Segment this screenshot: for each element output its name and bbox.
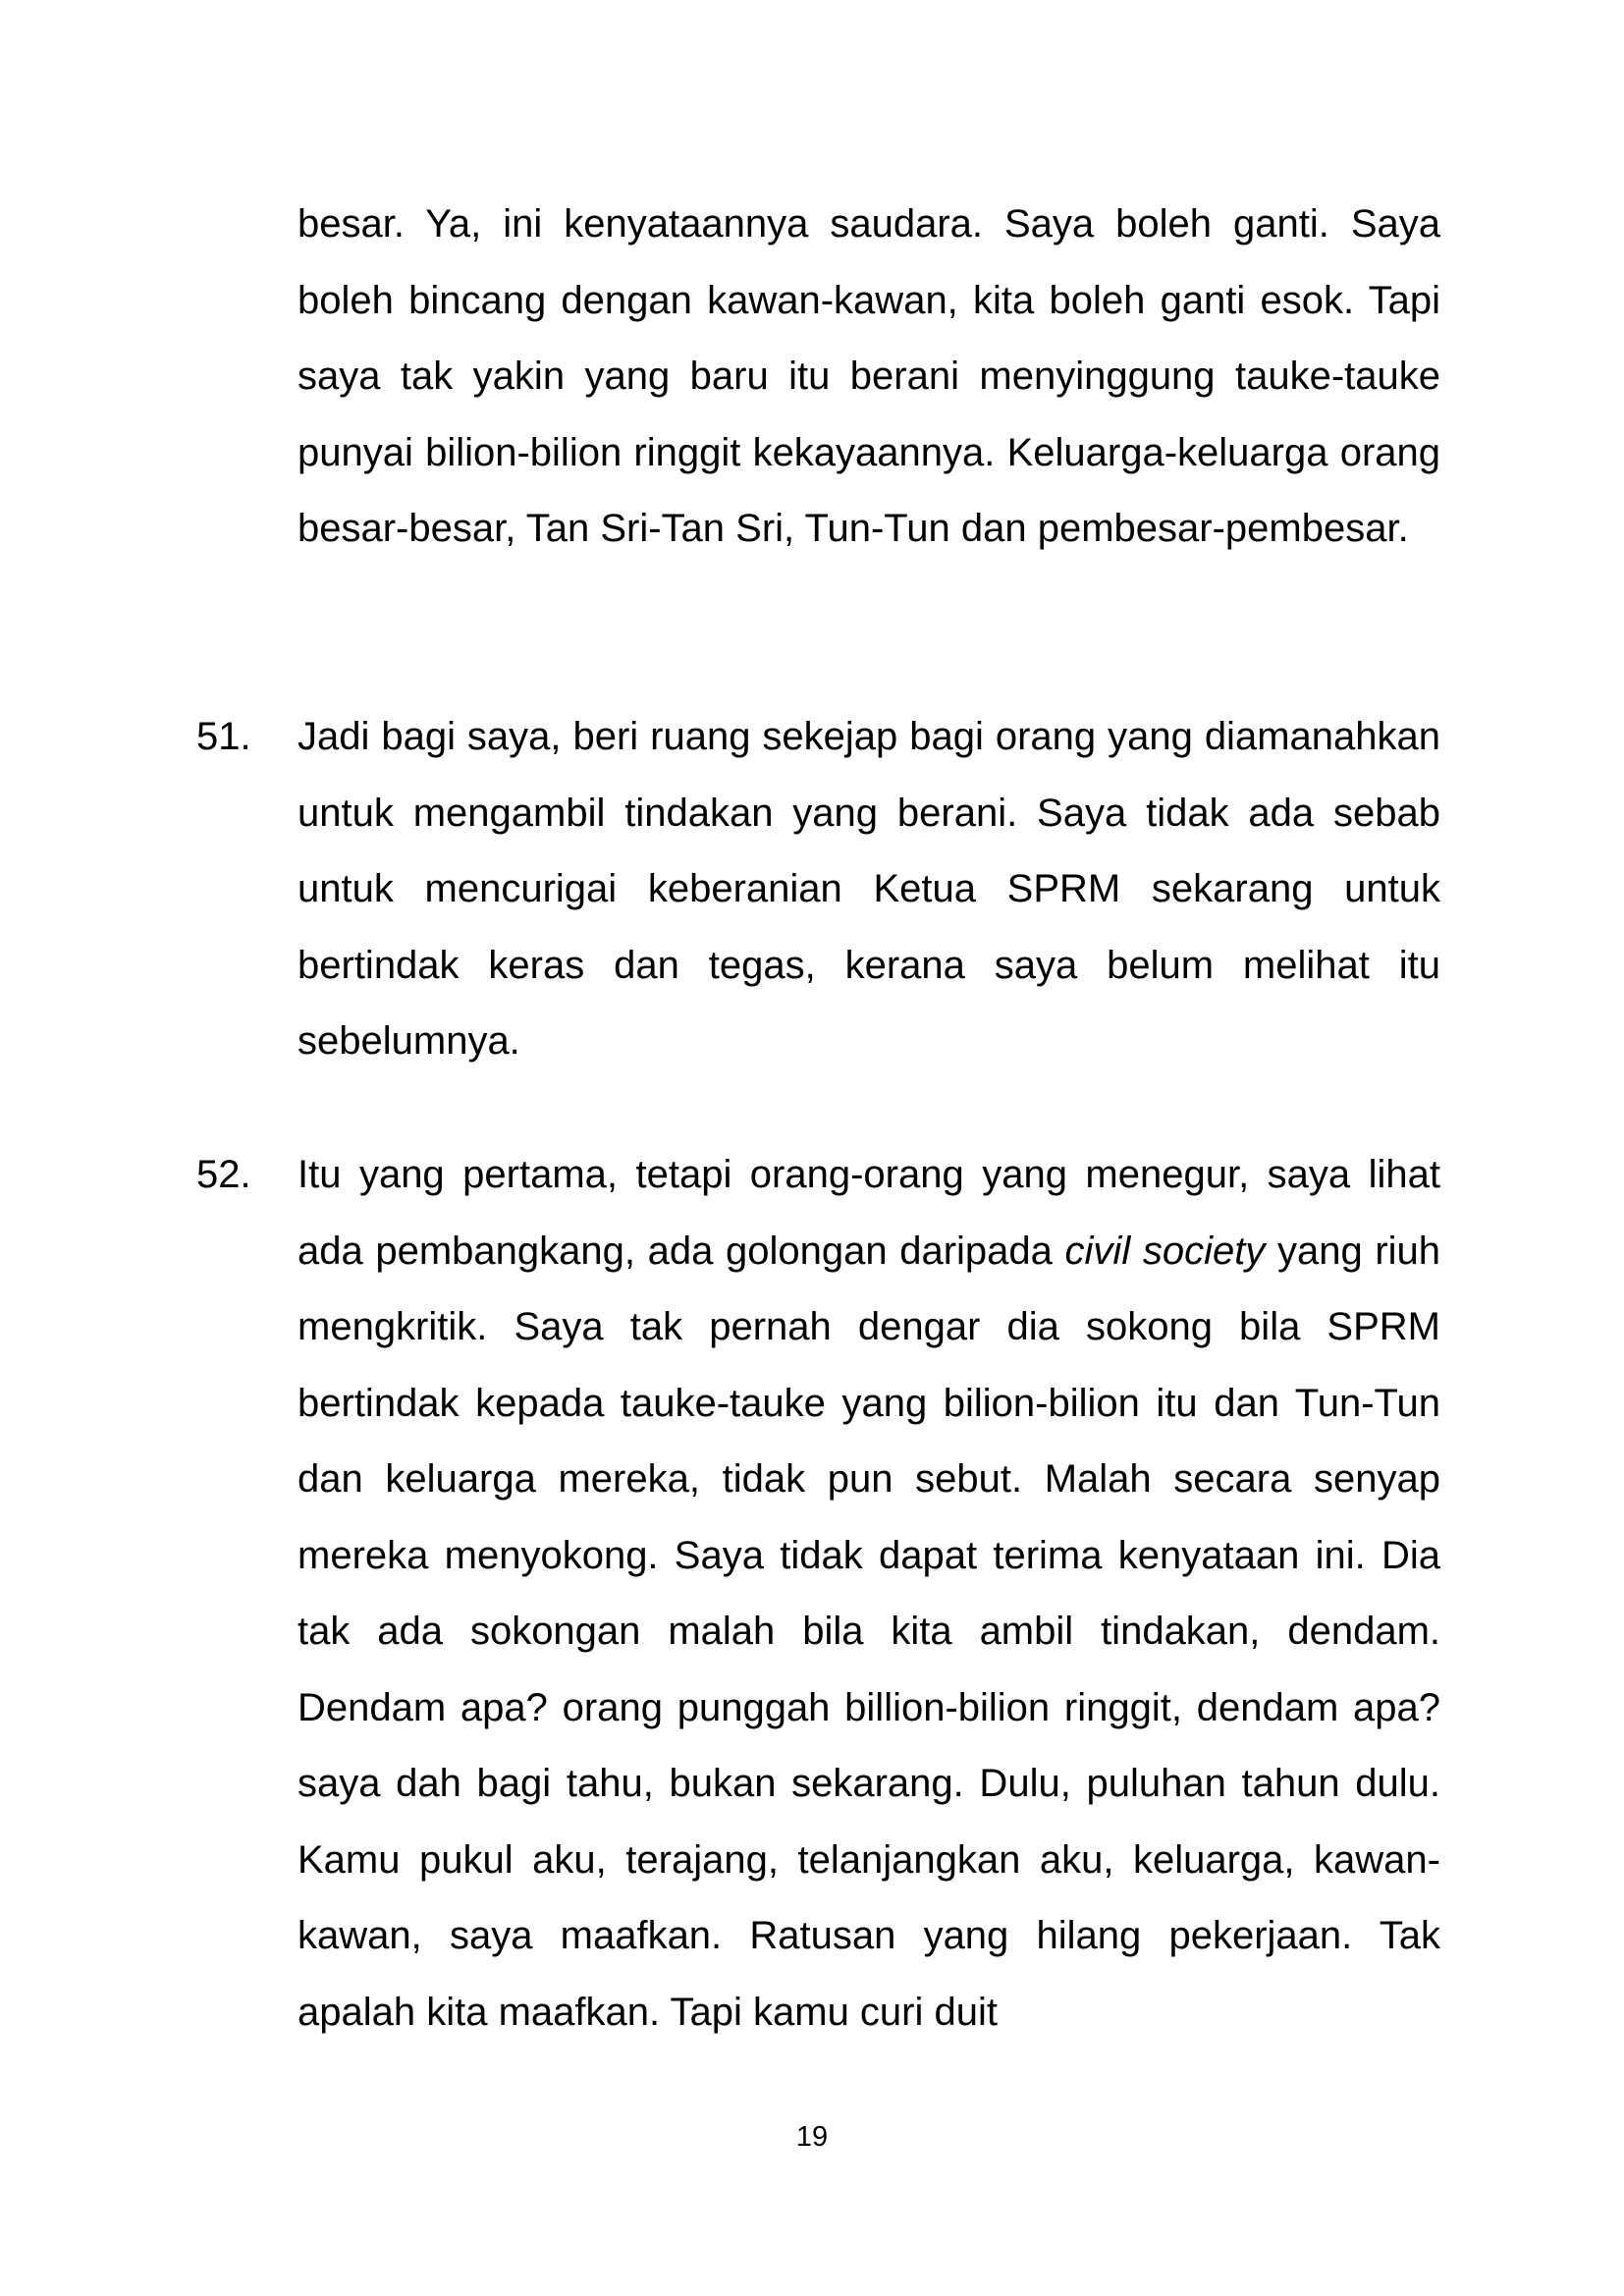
paragraph-51: Jadi bagi saya, beri ruang sekejap bagi orang yang diamanahkan untuk mengambil tindakan yang berani. Saya tidak ada sebab untuk mencurigai keberanian Ketua SPRM sekarang untuk bertindak keras dan tegas, kerana saya belum melihat itu sebelumnya. <box>298 715 1440 1063</box>
paragraph-52 <box>298 1137 1440 2050</box>
page-number: 19 <box>795 2121 829 2153</box>
paragraph-52-italic-term: civil society <box>1064 1229 1266 1273</box>
paragraph-number-52: 52. <box>196 1153 251 1196</box>
paragraph-52-text-start: Itu yang pertama, tetapi orang-orang yang menegur, saya lihat ada pembangkang, ada golongan daripada <box>298 1153 1440 1273</box>
paragraph-number-51: 51. <box>196 715 251 758</box>
continuation-paragraph: besar. Ya, ini kenyataannya saudara. Saya boleh ganti. Saya boleh bincang dengan kawan-kawan, kita boleh ganti esok. Tapi saya tak yakin yang baru itu berani menyinggung tauke-tauke punyai bilion-bilion ringgit kekayaannya. Keluarga-keluarga orang besar-besar, Tan Sri-Tan Sri, Tun-Tun dan pembesar-pembesar. <box>298 202 1440 550</box>
paragraph-52-text-end: yang riuh mengkritik. Saya tak pernah dengar dia sokong bila SPRM bertindak kepada tauke-tauke yang bilion-bilion itu dan Tun-Tun dan keluarga mereka, tidak pun sebut. Malah secara senyap mereka menyokong. Saya tidak dapat terima kenyataan ini. Dia tak ada sokongan malah bila kita ambil tindakan, dendam. Dendam apa? orang punggah billion-bilion ringgit, dendam apa? saya dah bagi tahu, bukan sekarang. Dulu, puluhan tahun dulu. Kamu pukul aku, terajang, telanjangkan aku, keluarga, kawan-kawan, saya maafkan. Ratusan yang hilang pekerjaan. Tak apalah kita maafkan. Tapi kamu curi duit <box>298 1229 1441 2034</box>
